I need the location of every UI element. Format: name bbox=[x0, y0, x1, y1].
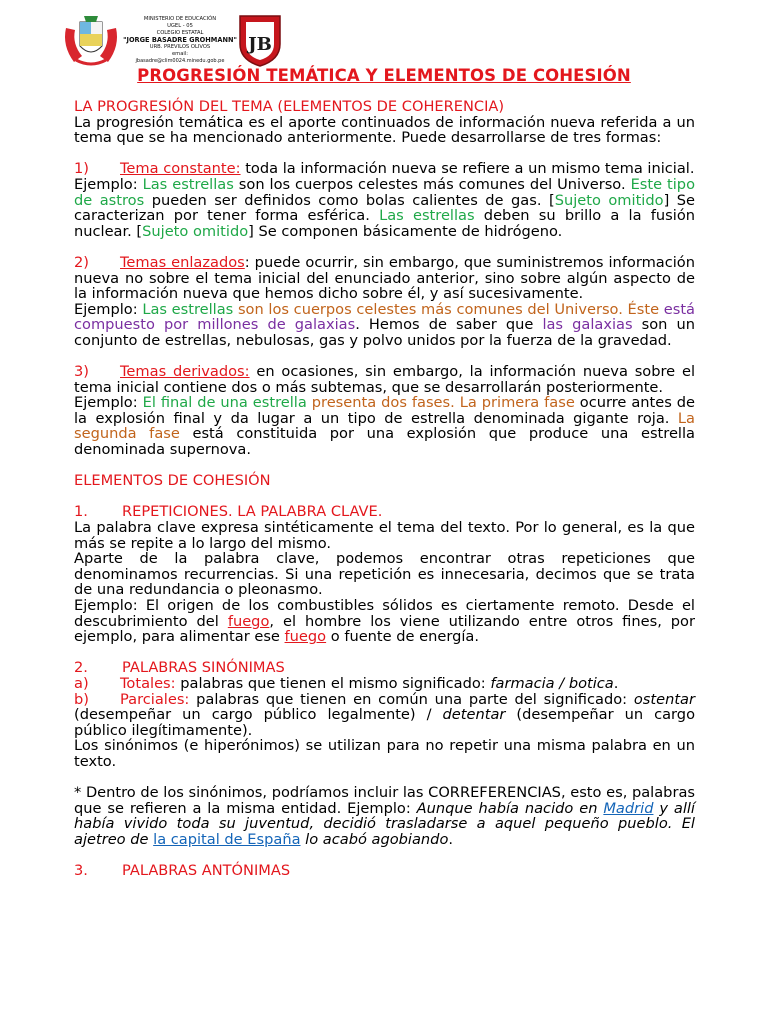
example-highlight: presenta dos fases. bbox=[306, 394, 455, 412]
school-name: "JORGE BASADRE GROHMANN" bbox=[123, 36, 237, 44]
example-text: está constituida por una explosión que produce una estrella denominada supernova. bbox=[74, 425, 695, 459]
school-email: jbasadre@clim0024.minedu.gob.pe bbox=[135, 58, 225, 64]
keyword-highlight: fuego bbox=[227, 612, 270, 630]
example-highlight: La primera fase bbox=[454, 394, 575, 412]
item2-label: Temas enlazados bbox=[120, 253, 245, 271]
school-shield-logo bbox=[238, 12, 282, 68]
example-highlight: Las estrellas bbox=[142, 300, 234, 318]
section1-heading: LA PROGRESIÓN DEL TEMA (ELEMENTOS DE COHERENCIA) bbox=[74, 98, 505, 115]
item3-paragraph bbox=[74, 364, 695, 395]
subsection3-number: 3. bbox=[74, 862, 88, 880]
example-italic: Aunque había nacido en bbox=[416, 799, 604, 817]
definition-text: palabras que tienen el mismo significado: bbox=[175, 674, 491, 692]
example-highlight: La segunda fase bbox=[74, 409, 695, 443]
subsection2-number: 2. bbox=[74, 659, 88, 677]
subsection1-heading bbox=[74, 504, 695, 520]
subsection1-title: REPETICIONES. LA PALABRA CLAVE. bbox=[122, 503, 383, 521]
example-label: Ejemplo: bbox=[74, 175, 143, 193]
example-text: son los cuerpos celestes más comunes del Universo. bbox=[233, 175, 631, 193]
item3-number: 3) bbox=[74, 363, 89, 381]
section2-heading: ELEMENTOS DE COHESIÓN bbox=[74, 472, 271, 490]
example-highlight: Sujeto omitido bbox=[554, 191, 664, 209]
example-italic: detentar bbox=[442, 706, 506, 724]
body-text: . bbox=[448, 830, 454, 848]
peru-coat-of-arms-logo bbox=[62, 12, 120, 68]
item2-paragraph bbox=[74, 255, 695, 302]
example-text: , el hombre los viene utilizando entre otros fines, por ejemplo, para alimentar ese bbox=[74, 612, 695, 646]
example-highlight: Este tipo de astros bbox=[74, 175, 696, 209]
item1-text: toda la información nueva se refiere a un mismo tema inicial. bbox=[240, 160, 695, 178]
subsection1-p1: La palabra clave expresa sintéticamente el tema del texto. Por lo general, es la que más se repite a lo largo del mismo. bbox=[74, 519, 695, 552]
madrid-link[interactable]: Madrid bbox=[603, 799, 654, 817]
document-body bbox=[74, 99, 695, 879]
synonyms-usage: Los sinónimos (e hiperónimos) se utilizan para no repetir una misma palabra en un texto. bbox=[74, 737, 695, 770]
subsection1-number: 1. bbox=[74, 503, 88, 521]
example-highlight: Sujeto omitido bbox=[142, 222, 249, 240]
section1-intro: La progresión temática es el aporte continuados de información nueva referida a un tema que se ha mencionado anteriormente. Puede desarrollarse de tres formas: bbox=[74, 113, 695, 147]
example-text: ocurre antes de la explosión final y da lugar a un tipo de estrella denominada gigante roja. bbox=[74, 394, 696, 427]
body-text: * Dentro de los sinónimos, podríamos incluir las CORREFERENCIAS, esto es, palabras que se refieren a la misma entidad. Ejemplo: bbox=[74, 784, 695, 817]
school-type-line: COLEGIO ESTATAL bbox=[156, 30, 204, 36]
synonyms-total bbox=[74, 676, 695, 692]
item3-label: Temas derivados: bbox=[120, 363, 250, 381]
capital-link[interactable]: la capital de España bbox=[153, 830, 301, 848]
example-text: o fuente de energía. bbox=[326, 628, 480, 646]
keyword-highlight: fuego bbox=[284, 628, 327, 646]
example-highlight: Éste bbox=[622, 300, 660, 318]
example-italic: ostentar bbox=[633, 690, 695, 708]
example-label: Ejemplo: bbox=[74, 394, 143, 412]
ministry-line: MINISTERIO DE EDUCACIÓN bbox=[143, 16, 217, 22]
subsection2-heading bbox=[74, 660, 695, 676]
example-label: Ejemplo: bbox=[74, 300, 143, 318]
shield-logo-text: JB bbox=[248, 34, 272, 55]
subsection3-heading bbox=[74, 863, 695, 879]
page-title: PROGRESIÓN TEMÁTICA Y ELEMENTOS DE COHESIÓN bbox=[137, 66, 631, 85]
example-highlight: El final de una estrella bbox=[142, 394, 307, 412]
definition-text: palabras que tienen en común una parte del significado: bbox=[189, 690, 634, 708]
address-line: URB. PREVILOS OLIVOS bbox=[149, 44, 211, 50]
email-label: email: bbox=[171, 51, 189, 57]
definition-text: . bbox=[613, 674, 619, 692]
example-text: deben su brillo a la fusión nuclear. [ bbox=[74, 207, 695, 240]
example-highlight: Las estrellas bbox=[142, 175, 234, 193]
example-italic: y allí había vivido toda su juventud, decidió trasladarse a aquel pequeño pueblo. El ajetreo de bbox=[74, 799, 695, 848]
subsection3-title: PALABRAS ANTÓNIMAS bbox=[122, 862, 291, 880]
subsection1-p3 bbox=[74, 598, 695, 645]
item1-example bbox=[74, 177, 695, 239]
subsection2-title: PALABRAS SINÓNIMAS bbox=[122, 659, 285, 677]
list-marker: a) bbox=[74, 674, 89, 692]
example-text: ] Se caracterizan por tener forma esférica. bbox=[74, 191, 695, 225]
list-marker: b) bbox=[74, 690, 89, 708]
subsection1-p2: Aparte de la palabra clave, podemos encontrar otras repeticiones que denominamos recurrencias. Si una repetición es innecesaria, decimos que se trata de una redundancia o pleonasmo. bbox=[74, 550, 695, 599]
ugel-line: UGEL - 05 bbox=[167, 23, 193, 29]
example-highlight: son los cuerpos celestes más comunes del Universo. bbox=[233, 300, 623, 318]
example-italic: lo acabó agobiando bbox=[300, 830, 449, 848]
item3-example bbox=[74, 395, 695, 457]
example-text: pueden ser definidos como bolas calientes de gas. [ bbox=[144, 191, 555, 209]
item1-label: Tema constante: bbox=[120, 160, 241, 178]
example-italic: farmacia / botica bbox=[490, 674, 614, 692]
school-header bbox=[62, 10, 702, 72]
example-text: ] Se componen básicamente de hidrógeno. bbox=[248, 222, 563, 240]
example-text: Ejemplo: El origen de los combustibles sólidos es ciertamente remoto. Desde el descubrimiento del bbox=[74, 597, 695, 630]
item3-text: en ocasiones, sin embargo, la información nueva sobre el tema inicial contiene dos o más subtemas, que se desarrollarán posteriormente. bbox=[74, 363, 695, 396]
item2-text: : puede ocurrir, sin embargo, que suministremos información nueva no sobre el tema inicial del enunciado anterior, sino sobre algún aspecto de la información nueva que hemos dicho sobre él, y así sucesivamente. bbox=[74, 253, 695, 303]
coreference-paragraph bbox=[74, 785, 695, 847]
school-header-text bbox=[118, 16, 242, 65]
example-text: son un conjunto de estrellas, nebulosas, gas y polvo unidos por la fuerza de la gravedad. bbox=[74, 316, 695, 349]
item2-example bbox=[74, 302, 695, 349]
example-highlight: está compuesto por millones de galaxias bbox=[74, 300, 695, 334]
item1-paragraph bbox=[74, 161, 695, 177]
example-highlight: las galaxias bbox=[542, 316, 633, 334]
example-text: . Hemos de saber que bbox=[355, 316, 543, 334]
definition-text: (desempeñar un cargo público legalmente) / bbox=[74, 706, 443, 724]
item1-number: 1) bbox=[74, 160, 89, 178]
term-label: Parciales: bbox=[120, 690, 190, 708]
item2-number: 2) bbox=[74, 253, 89, 271]
synonyms-partial bbox=[74, 692, 695, 739]
example-highlight: Las estrellas bbox=[379, 207, 475, 225]
definition-text: (desempeñar un cargo público ilegítimamente). bbox=[74, 706, 695, 739]
term-label: Totales: bbox=[120, 674, 176, 692]
